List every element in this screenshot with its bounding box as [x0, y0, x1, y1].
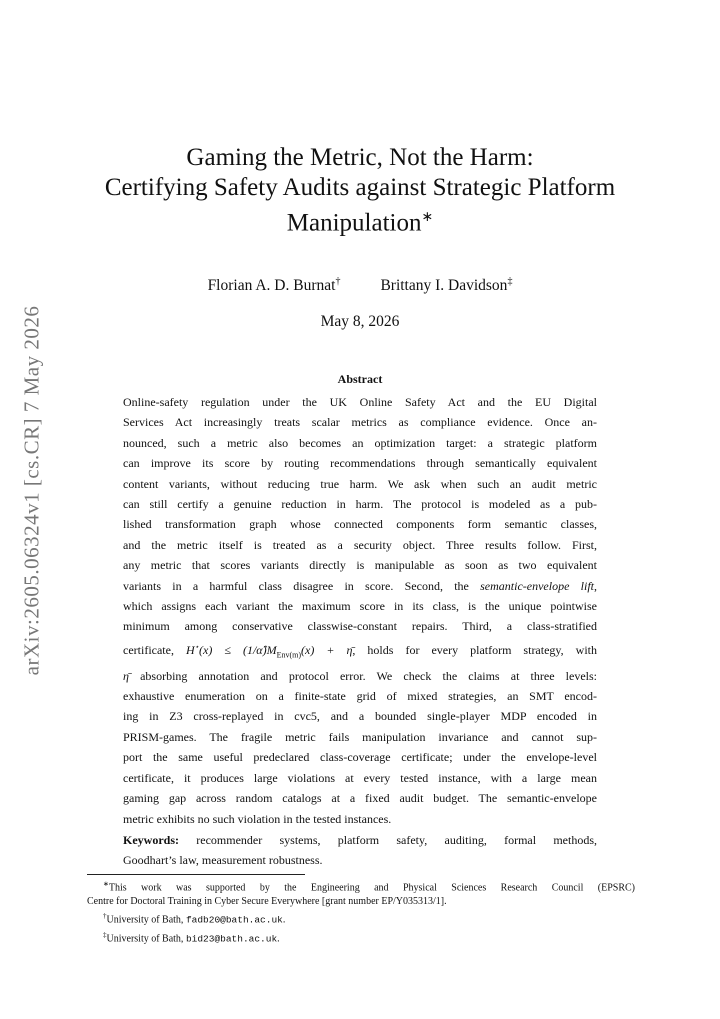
abstract-line: nounced, such a metric also becomes an optimization target: a strategic platform	[123, 435, 597, 450]
funding-footnote-line-1	[87, 877, 635, 895]
keywords-label: Keywords:	[123, 833, 179, 847]
abstract-line-text: absorbing annotation and protocol error. We check the claims at three levels:	[140, 668, 597, 683]
title-footnote-mark: ∗	[421, 210, 434, 225]
funding-text-1: This work was supported by the Engineering and Physical Sciences Research Council (EPSRC)	[108, 882, 635, 894]
abstract-line: Online-safety regulation under the UK Online Safety Act and the EU Digital	[123, 395, 597, 409]
affiliation-footnote-1	[87, 909, 635, 927]
affiliation-2-period: .	[277, 932, 280, 944]
affiliation-footnote-2	[87, 928, 635, 946]
title-line-1: Gaming the Metric, Not the Harm:	[186, 144, 534, 171]
abstract-line-text: variants in a harmful class disagree in score. Second, the	[123, 578, 469, 593]
abstract-line	[123, 576, 597, 596]
arxiv-side-identifier	[10, 300, 54, 680]
keywords-line-2: Goodhart’s law, measurement robustness.	[123, 853, 323, 867]
funding-footnote-line-2: Centre for Doctoral Training in Cyber Secure Everywhere [grant number EP/Y035313/1].	[87, 896, 447, 908]
certificate-formula: $H^⋆(x) \le (1/\alphâ)M_{Env(m)}(x)$ + η̄	[185, 642, 353, 660]
abstract-line: minimum among conservative classwise-constant repairs. Third, a class-stratified	[123, 619, 597, 634]
author-1	[208, 276, 341, 295]
abstract-line: lished transformation graph whose connected components form semantic classes,	[123, 517, 597, 532]
affiliation-2-email: bid23@bath.ac.uk	[185, 932, 278, 944]
author-2-mark: ‡	[507, 276, 513, 287]
abstract-line-tail: ,	[594, 578, 598, 593]
affiliation-1-period: .	[282, 914, 286, 926]
abstract-line: port the same useful predeclared class-coverage certificate; under the envelope-level	[123, 750, 597, 765]
abstract-line: PRISM-games. The fragile metric fails manipulation invariance and cannot sup-	[123, 729, 597, 744]
keywords	[123, 830, 597, 870]
abstract-line	[123, 666, 597, 686]
abstract-heading: Abstract	[337, 372, 383, 386]
abstract-line: gaming gap across random catalogs at a fixed audit budget. The semantic-envelope	[123, 791, 597, 806]
arxiv-id-text: arXiv:2605.06324v1 [cs.CR] 7 May 2026	[19, 305, 44, 675]
abstract-emphasis: semantic-envelope lift	[480, 578, 595, 593]
author-1-name: Florian A. D. Burnat	[207, 277, 336, 295]
abstract-line: and the metric itself is treated as a security object. Three results follow. First,	[123, 537, 597, 552]
abstract-line: can still certify a genuine reduction in harm. The protocol is modeled as a pub-	[123, 497, 597, 512]
footnotes	[87, 877, 635, 946]
affiliation-1-mark: †	[103, 912, 107, 921]
abstract-line: which assigns each variant the maximum score in its class, is the unique pointwise	[123, 599, 597, 614]
eta-bar-symbol: η̄	[123, 668, 129, 683]
affiliation-1-text: University of Bath,	[106, 914, 186, 926]
abstract-line-text: certificate,	[123, 642, 174, 657]
paper-date: May 8, 2026	[320, 313, 400, 330]
author-2	[380, 276, 512, 295]
title-line-2: Certifying Safety Audits against Strategic Platform	[104, 174, 616, 201]
abstract-line: Services Act increasingly treats scalar metrics as compliance evidence. Once an-	[123, 415, 597, 430]
author-2-name: Brittany I. Davidson	[380, 277, 508, 295]
abstract-line	[123, 637, 597, 666]
paper-title	[90, 143, 630, 238]
funding-mark: ∗	[103, 880, 109, 888]
abstract-line: any metric that scores variants directly is manipulable as soon as two equivalent	[123, 558, 597, 573]
abstract-line: metric exhibits no such violation in the tested instances.	[123, 811, 392, 826]
abstract-line: certificate, it produces large violations at every tested instance, with a large mean	[123, 770, 597, 785]
keywords-text-1: recommender systems, platform safety, auditing, formal methods,	[196, 833, 597, 847]
abstract-line: can improve its score by routing recommendations through semantically equivalent	[123, 456, 597, 471]
affiliation-1-email: fadb20@bath.ac.uk	[185, 914, 283, 926]
abstract-body	[123, 392, 597, 829]
affiliation-2-mark: ‡	[103, 930, 107, 939]
abstract-formula-tail: , holds for every platform strategy, with	[352, 642, 597, 657]
title-line-3: Manipulation	[286, 209, 422, 237]
abstract-line: content variants, without reducing true harm. We ask when such an audit metric	[123, 476, 597, 491]
affiliation-2-text: University of Bath,	[106, 932, 186, 944]
abstract-line: ing in Z3 cross-replayed in cvc5, and a bounded single-player MDP encoded in	[123, 709, 597, 724]
footnote-rule	[87, 874, 305, 875]
author-1-mark: †	[335, 276, 341, 287]
abstract-line: exhaustive enumeration on a finite-state grid of mixed strategies, an SMT encod-	[123, 689, 597, 704]
keywords-line-1	[123, 830, 597, 850]
author-list	[90, 276, 630, 295]
